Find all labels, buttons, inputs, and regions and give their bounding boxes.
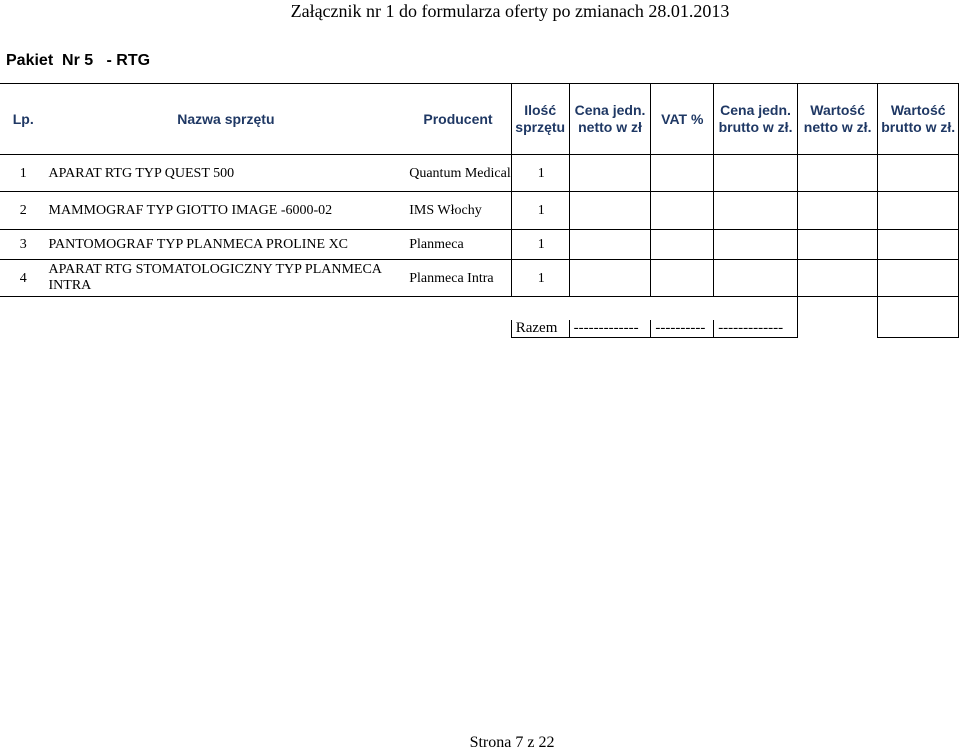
col-header-value-gross: Wartość brutto w zł. bbox=[878, 84, 959, 155]
row-value-net-cell[interactable] bbox=[797, 260, 878, 297]
row-vat-cell[interactable] bbox=[651, 155, 714, 192]
table-row bbox=[0, 155, 959, 192]
row-lp: 1 bbox=[0, 155, 47, 192]
row-equipment-name: APARAT RTG STOMATOLOGICZNY TYP PLANMECA INTRA bbox=[47, 260, 406, 297]
row-unit-price-net-cell[interactable] bbox=[569, 230, 651, 260]
row-vat-cell[interactable] bbox=[651, 260, 714, 297]
row-unit-price-net-cell[interactable] bbox=[569, 192, 651, 230]
col-header-value-net: Wartość netto w zł. bbox=[797, 84, 878, 155]
row-unit-price-gross-cell[interactable] bbox=[714, 192, 798, 230]
row-value-net-cell[interactable] bbox=[797, 192, 878, 230]
total-value-gross-cell[interactable] bbox=[878, 297, 959, 338]
row-quantity: 1 bbox=[511, 260, 569, 297]
offer-table bbox=[0, 83, 959, 338]
col-header-unit-price-gross: Cena jedn. brutto w zł. bbox=[714, 84, 798, 155]
row-value-gross-cell[interactable] bbox=[878, 260, 959, 297]
row-producer: Planmeca bbox=[405, 230, 511, 260]
row-unit-price-gross-cell[interactable] bbox=[714, 230, 798, 260]
col-header-equipment-name: Nazwa sprzętu bbox=[47, 84, 406, 155]
col-header-quantity: Ilość sprzętu bbox=[511, 84, 569, 155]
row-vat-cell[interactable] bbox=[651, 192, 714, 230]
total-unit-price-net-dashes: ------------- bbox=[569, 320, 651, 338]
row-producer: IMS Włochy bbox=[405, 192, 511, 230]
row-lp: 3 bbox=[0, 230, 47, 260]
row-producer: Planmeca Intra bbox=[405, 260, 511, 297]
table-row bbox=[0, 192, 959, 230]
row-equipment-name: APARAT RTG TYP QUEST 500 bbox=[47, 155, 406, 192]
package-title: Pakiet Nr 5 - RTG bbox=[6, 52, 151, 69]
row-value-gross-cell[interactable] bbox=[878, 192, 959, 230]
page-header: Załącznik nr 1 do formularza oferty po zmianach 28.01.2013 bbox=[290, 1, 730, 21]
row-value-net-cell[interactable] bbox=[797, 155, 878, 192]
row-quantity: 1 bbox=[511, 155, 569, 192]
row-lp: 2 bbox=[0, 192, 47, 230]
col-header-producer: Producent bbox=[405, 84, 511, 155]
row-lp: 4 bbox=[0, 260, 47, 297]
row-producer: Quantum Medical bbox=[405, 155, 511, 192]
row-quantity: 1 bbox=[511, 192, 569, 230]
spacer-row bbox=[0, 297, 959, 321]
total-unit-price-gross-dashes: ------------- bbox=[714, 320, 798, 338]
row-value-net-cell[interactable] bbox=[797, 230, 878, 260]
row-unit-price-net-cell[interactable] bbox=[569, 155, 651, 192]
row-value-gross-cell[interactable] bbox=[878, 155, 959, 192]
total-value-net-cell[interactable] bbox=[797, 297, 878, 338]
row-unit-price-gross-cell[interactable] bbox=[714, 260, 798, 297]
table-row bbox=[0, 230, 959, 260]
col-header-vat: VAT % bbox=[651, 84, 714, 155]
row-vat-cell[interactable] bbox=[651, 230, 714, 260]
table-header-row bbox=[0, 84, 959, 155]
row-quantity: 1 bbox=[511, 230, 569, 260]
row-value-gross-cell[interactable] bbox=[878, 230, 959, 260]
total-vat-dashes: ---------- bbox=[651, 320, 714, 338]
row-unit-price-net-cell[interactable] bbox=[569, 260, 651, 297]
col-header-unit-price-net: Cena jedn. netto w zł bbox=[569, 84, 651, 155]
row-equipment-name: PANTOMOGRAF TYP PLANMECA PROLINE XC bbox=[47, 230, 406, 260]
table-row bbox=[0, 260, 959, 297]
page-footer: Strona 7 z 22 bbox=[469, 734, 555, 751]
row-equipment-name: MAMMOGRAF TYP GIOTTO IMAGE -6000-02 bbox=[47, 192, 406, 230]
total-label: Razem bbox=[511, 320, 569, 338]
col-header-lp: Lp. bbox=[0, 84, 47, 155]
row-unit-price-gross-cell[interactable] bbox=[714, 155, 798, 192]
